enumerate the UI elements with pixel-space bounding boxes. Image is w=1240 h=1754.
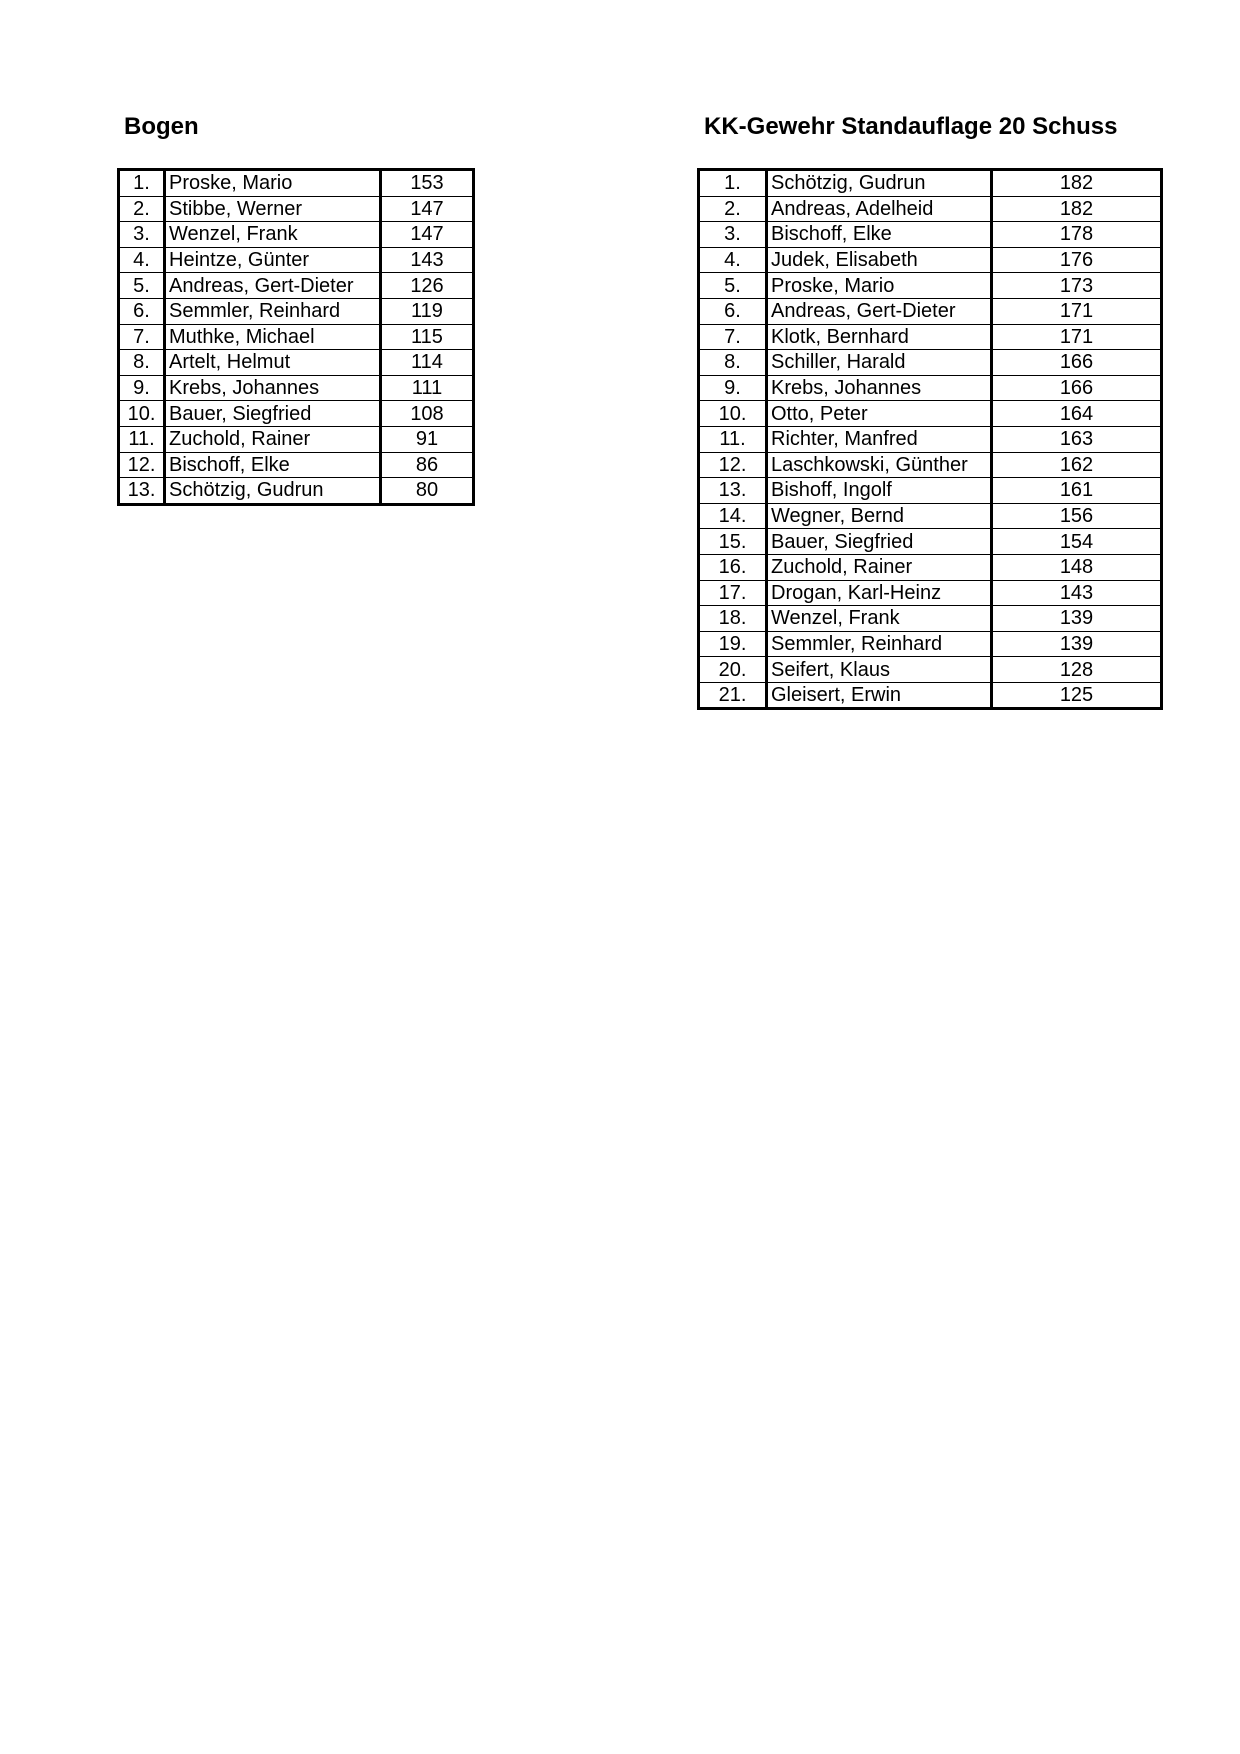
name-cell: Wenzel, Frank [767,606,992,632]
name-cell: Richter, Manfred [767,426,992,452]
table-row [699,247,1162,273]
kk-gewehr-heading: KK-Gewehr Standauflage 20 Schuss [704,113,1118,140]
table-row [119,350,474,376]
rank-cell: 12. [119,452,165,478]
bogen-results-table [117,168,475,506]
name-cell: Bauer, Siegfried [165,401,381,427]
score-cell: 114 [381,350,474,376]
score-cell: 154 [992,529,1162,555]
name-cell: Schötzig, Gudrun [165,478,381,505]
score-cell: 166 [992,375,1162,401]
name-cell: Wegner, Bernd [767,503,992,529]
table-row [699,273,1162,299]
name-cell: Semmler, Reinhard [165,298,381,324]
name-cell: Andreas, Gert-Dieter [165,273,381,299]
rank-cell: 14. [699,503,767,529]
name-cell: Muthke, Michael [165,324,381,350]
score-cell: 119 [381,298,474,324]
table-row [699,657,1162,683]
name-cell: Laschkowski, Günther [767,452,992,478]
name-cell: Gleisert, Erwin [767,682,992,709]
rank-cell: 2. [699,196,767,222]
name-cell: Bischoff, Elke [165,452,381,478]
score-cell: 156 [992,503,1162,529]
table-row [699,682,1162,709]
score-cell: 182 [992,170,1162,197]
name-cell: Judek, Elisabeth [767,247,992,273]
name-cell: Wenzel, Frank [165,222,381,248]
table-row [119,375,474,401]
rank-cell: 1. [699,170,767,197]
rank-cell: 5. [699,273,767,299]
rank-cell: 7. [119,324,165,350]
table-row [699,170,1162,197]
name-cell: Klotk, Bernhard [767,324,992,350]
table-row [699,478,1162,504]
rank-cell: 8. [699,350,767,376]
table-row [699,426,1162,452]
table-row [119,196,474,222]
name-cell: Proske, Mario [165,170,381,197]
score-cell: 91 [381,426,474,452]
rank-cell: 6. [699,298,767,324]
name-cell: Semmler, Reinhard [767,631,992,657]
table-row [119,298,474,324]
name-cell: Krebs, Johannes [165,375,381,401]
name-cell: Bischoff, Elke [767,222,992,248]
rank-cell: 4. [119,247,165,273]
table-row [699,503,1162,529]
table-row [699,580,1162,606]
score-cell: 173 [992,273,1162,299]
rank-cell: 11. [119,426,165,452]
score-cell: 111 [381,375,474,401]
table-row [699,222,1162,248]
score-cell: 147 [381,196,474,222]
rank-cell: 19. [699,631,767,657]
rank-cell: 4. [699,247,767,273]
rank-cell: 10. [119,401,165,427]
score-cell: 178 [992,222,1162,248]
table-row [119,401,474,427]
name-cell: Andreas, Gert-Dieter [767,298,992,324]
name-cell: Drogan, Karl-Heinz [767,580,992,606]
table-row [699,196,1162,222]
table-row [119,222,474,248]
score-cell: 148 [992,554,1162,580]
score-cell: 171 [992,324,1162,350]
name-cell: Seifert, Klaus [767,657,992,683]
table-row [699,606,1162,632]
name-cell: Heintze, Günter [165,247,381,273]
rank-cell: 12. [699,452,767,478]
score-cell: 162 [992,452,1162,478]
table-row [699,324,1162,350]
table-row [119,324,474,350]
rank-cell: 17. [699,580,767,606]
name-cell: Artelt, Helmut [165,350,381,376]
table-row [699,298,1162,324]
score-cell: 147 [381,222,474,248]
bogen-heading: Bogen [124,113,199,140]
score-cell: 139 [992,631,1162,657]
name-cell: Schiller, Harald [767,350,992,376]
rank-cell: 21. [699,682,767,709]
score-cell: 171 [992,298,1162,324]
table-row [699,554,1162,580]
name-cell: Otto, Peter [767,401,992,427]
score-cell: 139 [992,606,1162,632]
name-cell: Andreas, Adelheid [767,196,992,222]
score-cell: 163 [992,426,1162,452]
score-cell: 143 [992,580,1162,606]
rank-cell: 15. [699,529,767,555]
table-row [699,529,1162,555]
table-row [119,170,474,197]
rank-cell: 6. [119,298,165,324]
score-cell: 86 [381,452,474,478]
name-cell: Krebs, Johannes [767,375,992,401]
rank-cell: 11. [699,426,767,452]
rank-cell: 2. [119,196,165,222]
table-row [119,478,474,505]
rank-cell: 3. [119,222,165,248]
name-cell: Proske, Mario [767,273,992,299]
rank-cell: 3. [699,222,767,248]
rank-cell: 8. [119,350,165,376]
name-cell: Schötzig, Gudrun [767,170,992,197]
rank-cell: 1. [119,170,165,197]
name-cell: Stibbe, Werner [165,196,381,222]
rank-cell: 7. [699,324,767,350]
score-cell: 126 [381,273,474,299]
rank-cell: 18. [699,606,767,632]
rank-cell: 13. [119,478,165,505]
name-cell: Bauer, Siegfried [767,529,992,555]
name-cell: Bishoff, Ingolf [767,478,992,504]
rank-cell: 5. [119,273,165,299]
score-cell: 125 [992,682,1162,709]
score-cell: 80 [381,478,474,505]
table-row [119,452,474,478]
table-row [119,247,474,273]
score-cell: 161 [992,478,1162,504]
table-row [699,350,1162,376]
score-cell: 143 [381,247,474,273]
rank-cell: 20. [699,657,767,683]
score-cell: 182 [992,196,1162,222]
kk-gewehr-results-table [697,168,1163,710]
rank-cell: 10. [699,401,767,427]
score-cell: 166 [992,350,1162,376]
table-row [699,631,1162,657]
score-cell: 176 [992,247,1162,273]
table-row [119,426,474,452]
score-cell: 164 [992,401,1162,427]
score-cell: 128 [992,657,1162,683]
table-row [119,273,474,299]
rank-cell: 16. [699,554,767,580]
rank-cell: 9. [699,375,767,401]
table-row [699,375,1162,401]
rank-cell: 9. [119,375,165,401]
score-cell: 108 [381,401,474,427]
table-row [699,401,1162,427]
table-row [699,452,1162,478]
name-cell: Zuchold, Rainer [165,426,381,452]
rank-cell: 13. [699,478,767,504]
score-cell: 153 [381,170,474,197]
score-cell: 115 [381,324,474,350]
name-cell: Zuchold, Rainer [767,554,992,580]
